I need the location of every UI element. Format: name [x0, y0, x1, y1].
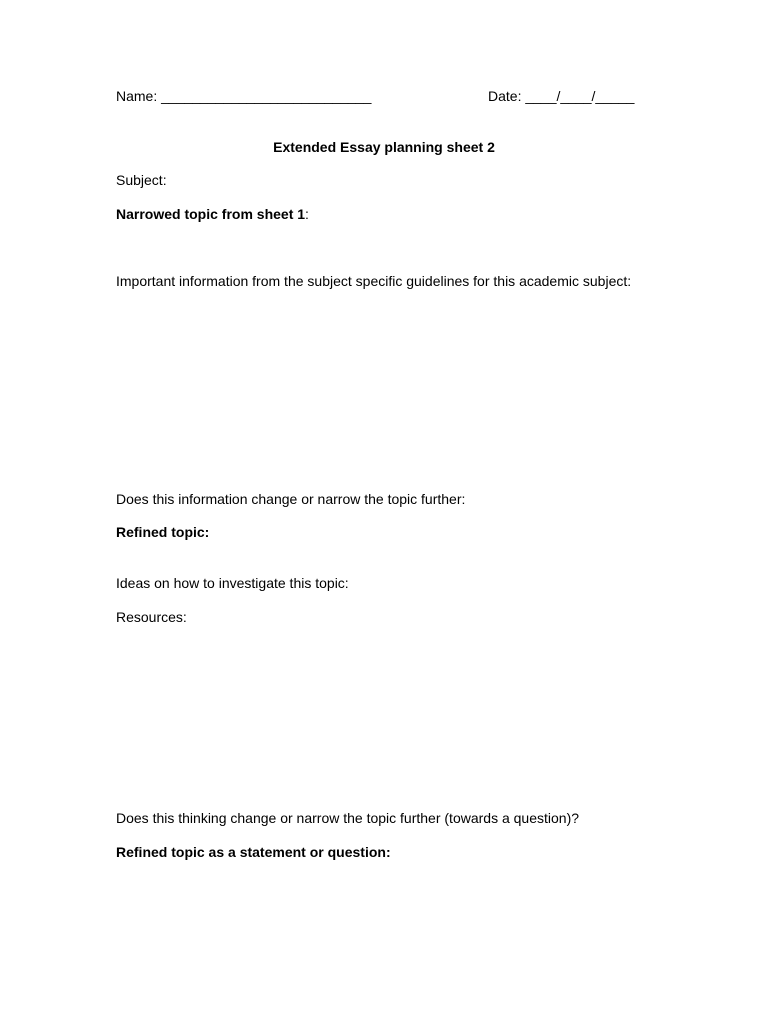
narrowed-topic-colon: :	[305, 206, 309, 222]
page-title: Extended Essay planning sheet 2	[273, 139, 495, 155]
narrowed-topic-heading: Narrowed topic from sheet 1	[116, 206, 306, 222]
thinking-change-prompt: Does this thinking change or narrow the topic further (towards a question)?	[116, 810, 580, 826]
guidelines-prompt: Important information from the subject specific guidelines for this academic subject:	[116, 273, 632, 289]
information-change-prompt: Does this information change or narrow the topic further:	[116, 491, 466, 507]
refined-statement-heading: Refined topic as a statement or question:	[116, 844, 391, 860]
investigation-ideas-prompt: Ideas on how to investigate this topic:	[116, 575, 349, 591]
name-field-label: Name: ___________________________	[116, 88, 372, 104]
refined-topic-heading: Refined topic:	[116, 524, 210, 540]
subject-label: Subject:	[116, 172, 167, 188]
resources-label: Resources:	[116, 609, 187, 625]
narrowed-topic-label	[116, 206, 309, 223]
date-field-label: Date: ____/____/_____	[488, 88, 635, 104]
